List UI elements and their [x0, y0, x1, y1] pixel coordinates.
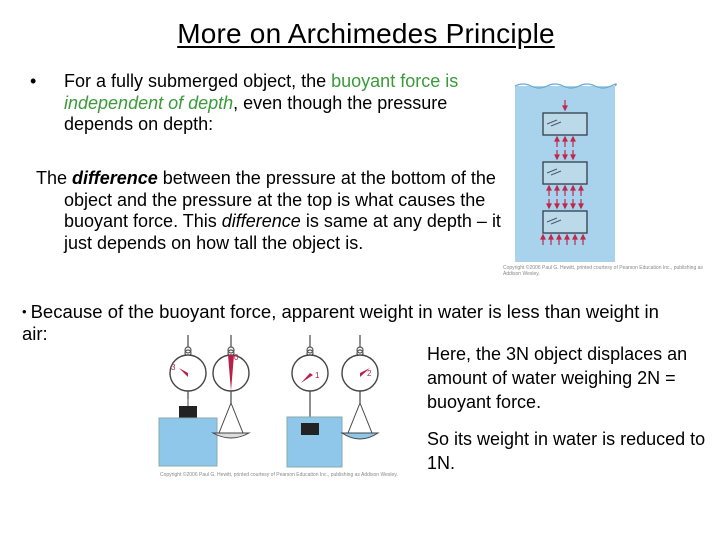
difference-text-a: The [36, 168, 73, 188]
bullet-marker: • [30, 71, 37, 91]
left-water-beaker [159, 418, 217, 466]
right-balance-pan-scale [342, 335, 378, 439]
left-balance-pan-scale [213, 335, 249, 438]
difference-emphasis: difference [72, 168, 158, 188]
independent-highlight: independent of depth [64, 92, 234, 113]
slide-title: More on Archimedes Principle [177, 18, 555, 49]
difference-paragraph [36, 168, 504, 254]
submerged-block-3 [543, 211, 587, 233]
difference-text-b: between the pressure at the bottom of the object and the pressure at the top is what causes the buoyant force. This [64, 168, 496, 231]
buoyant-highlight: buoyant force is [331, 71, 459, 91]
submerged-block-1 [543, 113, 587, 135]
difference-text-c: is same at any depth – it just depends on how tall the object is. [64, 211, 501, 253]
bullet-text-a: For a fully submerged object, the [64, 71, 332, 91]
right-submerged-block [301, 423, 319, 435]
right-spring-scale [287, 335, 342, 467]
figure-credit-bottom: Copyright ©2006 Paul G. Hewitt, printed courtesy of Pearson Education Inc., publishing as Addison Wesley. [160, 472, 398, 478]
difference-emphasis-2: difference [221, 211, 301, 231]
bullet-marker: • [22, 304, 27, 319]
left-scale-number-0: 0 [234, 353, 239, 362]
depth-figure [503, 80, 645, 270]
bullet-submerged-text [64, 71, 470, 136]
left-object-block [179, 406, 197, 418]
bullet-submerged [30, 71, 470, 136]
left-spring-scale [159, 335, 217, 466]
left-scale-number-3: 3 [171, 363, 176, 372]
scale-figure [155, 333, 420, 473]
reduced-weight-paragraph: So its weight in water is reduced to 1N. [427, 429, 706, 473]
right-scale-number-2: 2 [367, 369, 372, 378]
bullet-text-b: , even though the pressure depends on depth: [64, 92, 448, 134]
displacement-paragraph: Here, the 3N object displaces an amount of water weighing 2N = buoyant force. [427, 344, 688, 412]
bullet-apparent-weight-text: Because of the buoyant force, apparent weight in water is less than weight in air: [22, 301, 659, 344]
right-scale-number-1: 1 [315, 371, 320, 380]
submerged-block-2 [543, 162, 587, 184]
figure-credit-top: Copyright ©2006 Paul G. Hewitt, printed courtesy of Pearson Education Inc., publishing as Addison Wesley. [503, 265, 703, 277]
